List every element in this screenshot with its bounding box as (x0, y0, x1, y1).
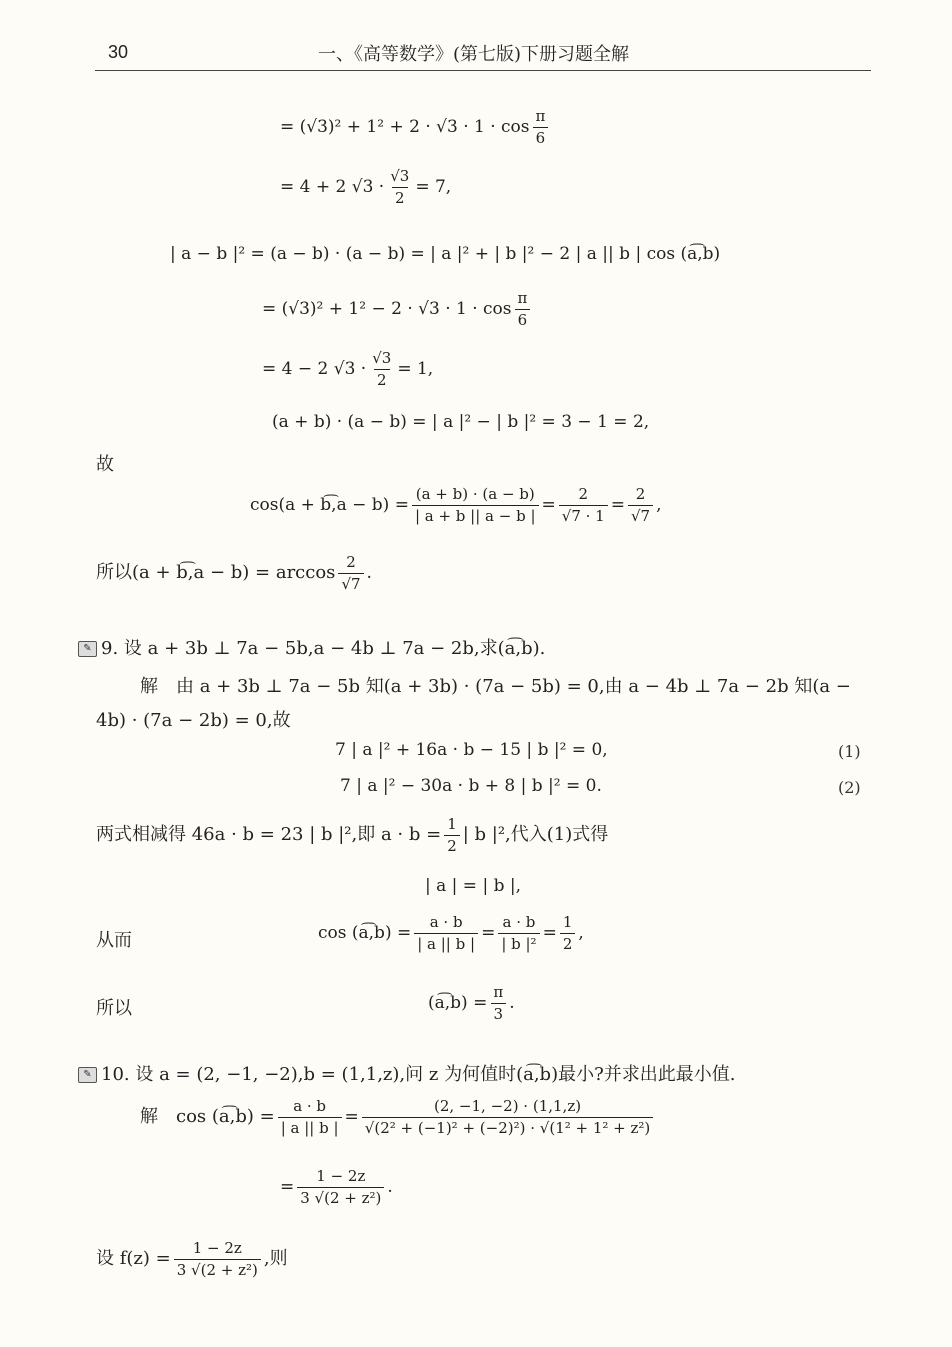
denominator: 2 (374, 369, 390, 389)
fraction (533, 108, 549, 146)
equation-line (96, 554, 372, 592)
numerator: 1 − 2z (316, 1167, 366, 1185)
equation-text: cos(a + b͡,a − b) = (250, 494, 409, 515)
numerator: √3 (390, 167, 410, 185)
problem-10-title (78, 1060, 735, 1086)
equation-text: = 1, (397, 358, 434, 379)
fraction (338, 554, 363, 592)
equation-text: = (541, 494, 556, 515)
equation-line (280, 1168, 393, 1206)
numerator: 1 (447, 815, 457, 833)
solution-text: 4b) · (7a − 2b) = 0,故 (96, 710, 291, 731)
numerator: (2, −1, −2) · (1,1,z) (434, 1097, 582, 1115)
equation-line (250, 486, 662, 524)
fraction (560, 914, 576, 952)
numerator: a · b (502, 913, 536, 931)
equation-text: . (387, 1176, 393, 1197)
numerator: 1 − 2z (192, 1239, 242, 1257)
header-rule (95, 70, 871, 71)
equation-text: = 4 + 2 √3 · (280, 176, 385, 197)
denominator: 3 (491, 1003, 507, 1023)
equation-line (140, 1098, 656, 1136)
fraction (362, 1098, 654, 1136)
denominator: | a || b | (278, 1117, 342, 1137)
text-gu: 故 (96, 454, 114, 475)
text-suoyi: 所以 (96, 998, 132, 1019)
equation-line (318, 914, 584, 952)
equation-text: | b |²,代入(1)式得 (462, 824, 609, 845)
problem-text: 10. 设 a = (2, −1, −2),b = (1,1,z),问 z 为何值时(a͡,b)最小?并求出此最小值. (101, 1064, 736, 1085)
denominator: √7 (628, 505, 653, 525)
problem-marker-icon: ✎ (78, 1067, 97, 1083)
equation-text: , (656, 494, 662, 515)
equation-text: = (280, 1176, 295, 1197)
fraction (490, 984, 506, 1022)
equation-text: . (366, 562, 372, 583)
problem-text: 9. 设 a + 3b ⊥ 7a − 5b,a − 4b ⊥ 7a − 2b,求(a͡,b). (101, 638, 546, 659)
denominator: 2 (560, 933, 576, 953)
equation-text: 解 cos (a͡,b) = (140, 1106, 275, 1127)
equation-text: (a + b) · (a − b) = | a |² − | b |² = 3 − 1 = 2, (272, 412, 650, 432)
numerator: 2 (346, 553, 356, 571)
equation-text: (a͡,b) = (428, 992, 488, 1013)
denominator: √7 (338, 573, 363, 593)
text-congr: 从而 (96, 930, 132, 951)
denominator: 6 (533, 127, 549, 147)
equation-line (272, 414, 649, 431)
denominator: √7 · 1 (559, 505, 608, 525)
equation-text: = 4 − 2 √3 · (262, 358, 367, 379)
equation-line: | a | = | b |, (425, 876, 521, 896)
fraction (369, 350, 394, 388)
equation-text: = (542, 922, 557, 943)
fraction (412, 486, 539, 524)
fraction (444, 816, 460, 854)
equation-line (96, 1240, 288, 1278)
page-number: 30 (108, 42, 129, 62)
numerator: 2 (578, 485, 589, 503)
equation-text: , (578, 922, 584, 943)
numerator: 2 (635, 485, 646, 503)
numerator: (a + b) · (a − b) (415, 485, 535, 503)
fraction (498, 914, 539, 952)
denominator: 2 (392, 187, 408, 207)
equation-text: = (481, 922, 496, 943)
denominator: 3 √(2 + z²) (297, 1187, 384, 1207)
denominator: | b |² (498, 933, 539, 953)
equation-line (262, 290, 533, 328)
equation-line (428, 984, 515, 1022)
fraction (559, 486, 608, 524)
equation-line (170, 246, 720, 263)
equation-text: = (√3)² + 1² + 2 · √3 · 1 · cos (280, 116, 530, 137)
fraction (628, 486, 653, 524)
equation-text: = (√3)² + 1² − 2 · √3 · 1 · cos (262, 298, 512, 319)
equation-text: = 7, (415, 176, 452, 197)
denominator: 3 √(2 + z²) (174, 1259, 261, 1279)
denominator: 2 (444, 835, 460, 855)
equation-number: (2) (838, 778, 861, 797)
equation-text: 两式相减得 46a · b = 23 | b |²,即 a · b = (96, 824, 442, 845)
equation-1: 7 | a |² + 16a · b − 15 | b |² = 0, (335, 740, 608, 760)
denominator: √(2² + (−1)² + (−2)²) · √(1² + 1² + z²) (362, 1117, 654, 1137)
equation-text: ,则 (263, 1248, 288, 1269)
fraction (174, 1240, 261, 1278)
denominator: | a || b | (414, 933, 478, 953)
equation-text: 所以(a + b͡,a − b) = arccos (96, 562, 336, 583)
fraction (297, 1168, 384, 1206)
denominator: | a + b || a − b | (412, 505, 539, 525)
equation-line (262, 350, 433, 388)
fraction (515, 290, 531, 328)
equation-line (96, 816, 608, 854)
equation-line (280, 168, 451, 206)
equation-text: | a − b |² = (a − b) · (a − b) = | a |² + | b |² − 2 | a || b | cos (a͡,b) (170, 244, 721, 264)
problem-marker-icon: ✎ (78, 641, 97, 657)
running-header: 一、《高等数学》(第七版)下册习题全解 (318, 44, 630, 65)
fraction (414, 914, 478, 952)
solution-text: 解 由 a + 3b ⊥ 7a − 5b 知(a + 3b) · (7a − 5b) = 0,由 a − 4b ⊥ 7a − 2b 知(a − (140, 676, 851, 697)
numerator: π (535, 107, 546, 125)
equation-text: = (344, 1106, 359, 1127)
equation-text: cos (a͡,b) = (318, 922, 412, 943)
problem-9-title (78, 634, 545, 660)
numerator: 1 (562, 913, 573, 931)
equation-text: = (610, 494, 625, 515)
numerator: √3 (372, 349, 392, 367)
numerator: a · b (293, 1097, 327, 1115)
fraction (278, 1098, 342, 1136)
equation-2: 7 | a |² − 30a · b + 8 | b |² = 0. (340, 776, 602, 796)
equation-text: 设 f(z) = (96, 1248, 171, 1269)
denominator: 6 (515, 309, 531, 329)
equation-line (280, 108, 551, 146)
equation-number: (1) (838, 742, 861, 761)
numerator: π (517, 289, 528, 307)
numerator: π (493, 983, 504, 1001)
numerator: a · b (429, 913, 463, 931)
equation-text: . (509, 992, 515, 1013)
fraction (387, 168, 412, 206)
